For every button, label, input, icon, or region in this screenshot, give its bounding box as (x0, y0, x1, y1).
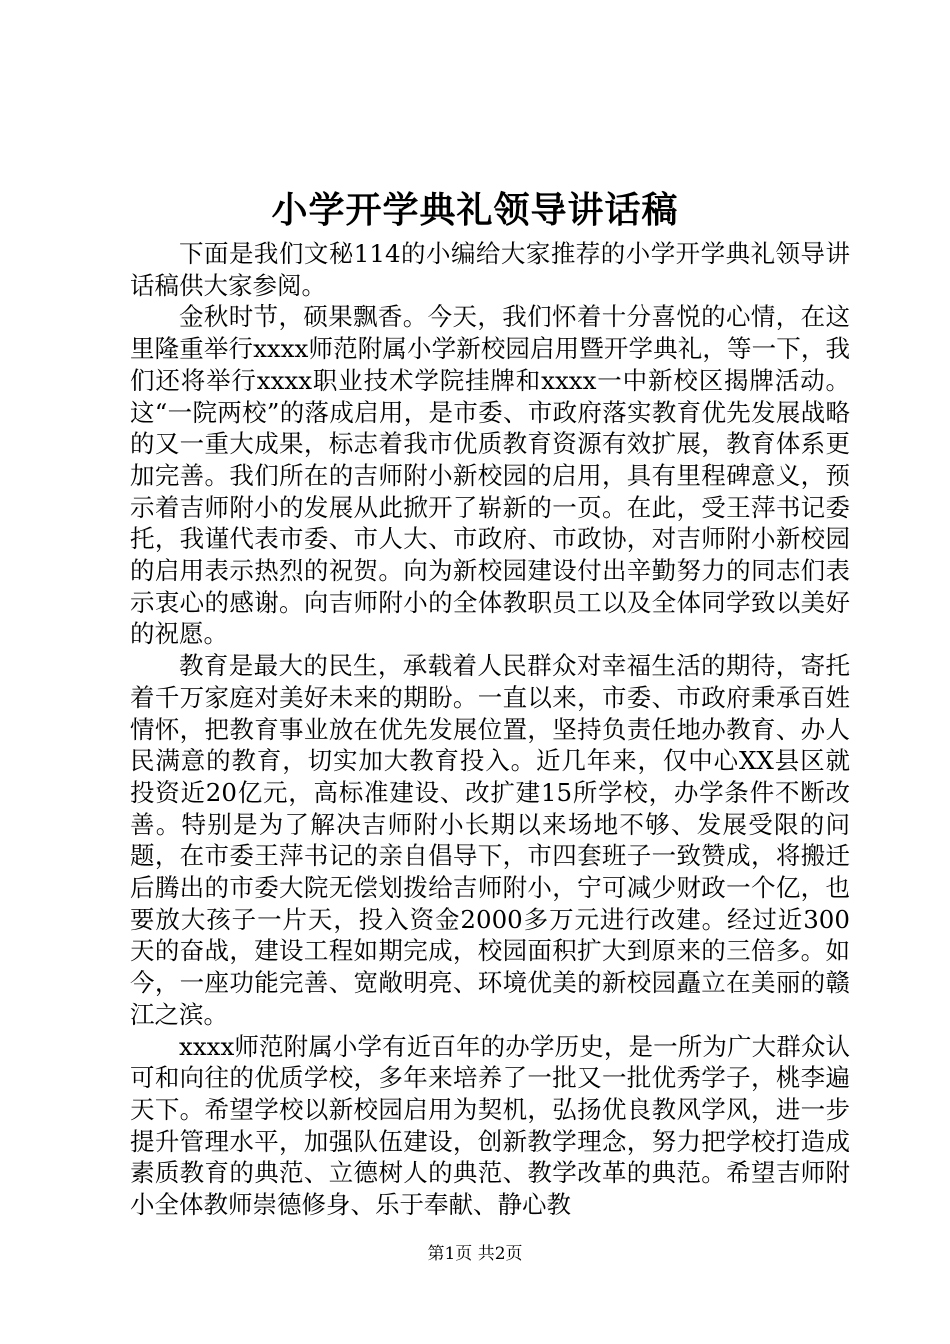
paragraph-education: 教育是最大的民生，承载着人民群众对幸福生活的期待，寄托着千万家庭对美好未来的期盼。一直以来，市委、市政府秉承百姓情怀，把教育事业放在优先发展位置，坚持负责任地办教育、办人民满意的教育，切实加大教育投入。近几年来，仅中心XX县区就投资近20亿元，高标准建设、改扩建15所学校，办学条件不断改善。特别是为了解决吉师附小长期以来场地不够、发展受限的问题，在市委王萍书记的亲自倡导下，市四套班子一致赞成，将搬迁后腾出的市委大院无偿划拨给吉师附小，宁可减少财政一个亿，也要放大孩子一片天，投入资金2000多万元进行改建。经过近300天的奋战，建设工程如期完成，校园面积扩大到原来的三倍多。如今，一座功能完善、宽敞明亮、环境优美的新校园矗立在美丽的赣江之滨。 (130, 651, 850, 1029)
paragraph-opening: 金秋时节，硕果飘香。今天，我们怀着十分喜悦的心情，在这里隆重举行xxxx师范附属小学新校园启用暨开学典礼，等一下，我们还将举行xxxx职业技术学院挂牌和xxxx一中新校区揭牌活动。这“一院两校”的落成启用，是市委、市政府落实教育优先发展战略的又一重大成果，标志着我市优质教育资源有效扩展，教育体系更加完善。我们所在的吉师附小新校园的启用，具有里程碑意义，预示着吉师附小的发展从此掀开了崭新的一页。在此，受王萍书记委托，我谨代表市委、市人大、市政府、市政协，对吉师附小新校园的启用表示热烈的祝贺。向为新校园建设付出辛勤努力的同志们表示衷心的感谢。向吉师附小的全体教职员工以及全体同学致以美好的祝愿。 (130, 302, 850, 649)
paragraph-school-history: xxxx师范附属小学有近百年的办学历史，是一所为广大群众认可和向往的优质学校，多年来培养了一批又一批优秀学子，桃李遍天下。希望学校以新校园启用为契机，弘扬优良教风学风，进一步提升管理水平，加强队伍建设，创新教学理念，努力把学校打造成素质教育的典范、立德树人的典范、教学改革的典范。希望吉师附小全体教师崇德修身、乐于奉献、静心教 (130, 1031, 850, 1220)
document-title: 小学开学典礼领导讲话稿 (271, 189, 679, 231)
page-number: 第1页 共2页 (427, 1244, 523, 1264)
paragraph-intro: 下面是我们文秘114的小编给大家推荐的小学开学典礼领导讲话稿供大家参阅。 (130, 239, 850, 300)
document-body (130, 238, 850, 1221)
